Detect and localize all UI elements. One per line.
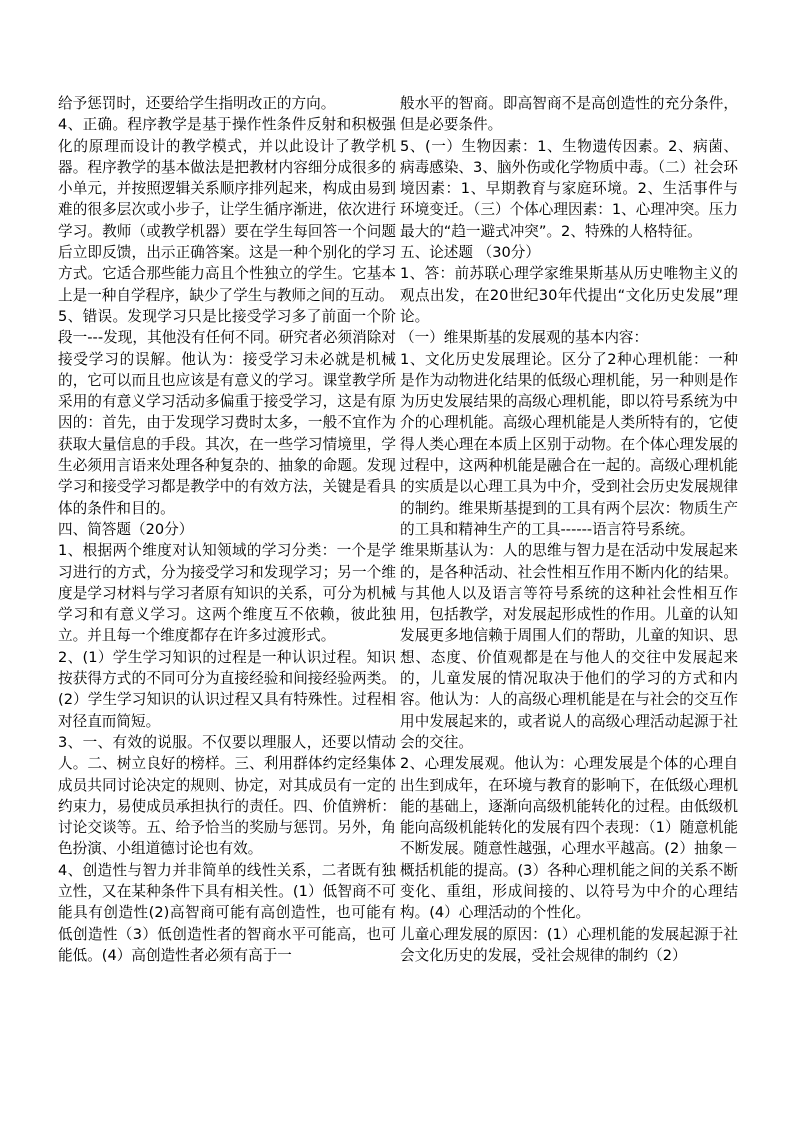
left-column xyxy=(58,93,396,1073)
paragraph: 5、(一）生物因素：1、生物遗传因素。2、病菌、病毒感染、3、脑外伤或化学物质中毒。（二）社会环境因素：1、早期教育与家庭环境。2、生活事件与环境变迁。（三）个体心理因素：1、心理冲突。压力最大的“趋一避式冲突”。2、特殊的人格特征。 xyxy=(400,137,738,240)
section-heading: 四、简答题（20分） xyxy=(58,520,194,538)
paragraph: 5、错误。发现学习只是比接受学习多了前面一个阶段一---发现，其他没有任何不同。研究者必须消除对接受学习的误解。他认为：接受学习未必就是机械的，它可以而且也应该是有意义的学习。课堂教学所采用的有意义学习活动多偏重于接受学习，这是有原因的：首先，由于发现学习费时太多，一般不宜作为获取大量信息的手段。其次，在一些学习情境里，学生必须用言语来处理各种复杂的、抽象的命题。发现学习和接受学习都是教学中的有效方法，关键是看具体的条件和目的。 xyxy=(58,307,396,517)
paragraph: 1、根据两个维度对认知领域的学习分类：一个是学习进行的方式，分为接受学习和发现学习；另一个维度是学习材料与学习者原有知识的关系，可分为机械学习和有意义学习。这两个维度互不依赖，彼此独立。并且每一个维度都存在许多过渡形式。 xyxy=(58,542,396,645)
paragraph: 儿童心理发展的原因：(1）心理机能的发展起源于社会文化历史的发展，受社会规律的制约（2） xyxy=(400,925,738,964)
paragraph: 1、文化历史发展理论。区分了2种心理机能：一种是作为动物进化结果的低级心理机能，另一种则是作为历史发展结果的高级心理机能，即以符号系统为中介的心理机能。高级心理机能是人类所特有的，它使得人类心理在本质上区别于动物。在个体心理发展的过程中，这两种机能是融合在一起的。高级心理机能的实质是以心理工具为中介，受到社会历史发展规律的制约。维果斯基提到的工具有两个层次：物质生产的工具和精神生产的工具------语言符号系统。 xyxy=(400,350,738,538)
paragraph: 给予惩罚时，还要给学生指明改正的方向。 xyxy=(58,95,336,112)
section-heading: 五、论述题 （30分） xyxy=(400,244,540,262)
paragraph: 4、正确。程序教学是基于操作性条件反射和积极强化的原理而设计的教学模式，并以此设计了教学机器。程序教学的基本做法是把教材内容细分成很多的小单元，并按照逻辑关系顺序排列起来，构成由易到难的很多层次或小步子，让学生循序渐进，依次进行学习。教师（或教学机器）要在学生每回答一个问题后立即反馈，出示正确答案。这是一种个别化的学习方式。它适合那些能力高且个性独立的学生。它基本上是一种自学程序，缺少了学生与教师之间的互动。 xyxy=(58,116,396,304)
paragraph: 2、心理发展观。他认为：心理发展是个体的心理自出生到成年，在环境与教育的影响下，在低级心理机能的基础上，逐渐向高级机能转化的过程。由低级机能向高级机能转化的发展有四个表现：（1）随意机能不断发展。随意性越强，心理水平越高。(2）抽象－概括机能的提高。(3）各种心理机能之间的关系不断变化、重组，形成间接的、以符号为中介的心理结构。(4）心理活动的个性化。 xyxy=(400,755,738,922)
paragraph: 2、(1）学生学习知识的过程是一种认识过程。知识按获得方式的不同可分为直接经验和间接经验两类。(2）学生学习知识的认识过程又具有特殊性。过程相对径直而简短。 xyxy=(58,648,396,730)
paragraph: 4、创造性与智力并非简单的线性关系，二者既有独立性，又在某种条件下具有相关性。(1）低智商不可能具有创造性(2)高智商可能有高创造性，也可能有低创造性（3）低创造性者的智商水平可能高，也可能低。(4）高创造性者必须有高于一 xyxy=(58,861,396,964)
document-page xyxy=(58,93,738,1073)
subsection-heading: （一）维果斯基的发展观的基本内容： xyxy=(400,329,649,347)
paragraph: 般水平的智商。即高智商不是高创造性的充分条件，但是必要条件。 xyxy=(400,95,738,134)
paragraph: 维果斯基认为：人的思维与智力是在活动中发展起来的，是各种活动、社会性相互作用不断内化的结果。与其他人以及语言等符号系统的这种社会性相互作用，包括教学，对发展起形成性的作用。儿童的认知发展更多地信赖于周围人们的帮助，儿童的知识、思想、态度、价值观都是在与他人的交往中发展起来的，儿童发展的情况取决于他们的学习的方式和内容。他认为：人的高级心理机能是在与社会的交互作用中发展起来的，或者说人的高级心理活动起源于社会的交往。 xyxy=(400,542,738,751)
paragraph: 1、答：前苏联心理学家维果斯基从历史唯物主义的观点出发，在20世纪30年代提出“文化历史发展”理论。 xyxy=(400,265,738,325)
right-column xyxy=(400,93,738,1073)
paragraph: 3、一、有效的说服。不仅要以理服人，还要以情动人。二、树立良好的榜样。三、利用群体约定经集体成员共同讨论决定的规则、协定，对其成员有一定的约束力，易使成员承担执行的责任。四、价值辨析：讨论交谈等。五、给予恰当的奖励与惩罚。另外，角色扮演、小组道德讨论也有效。 xyxy=(58,733,396,858)
